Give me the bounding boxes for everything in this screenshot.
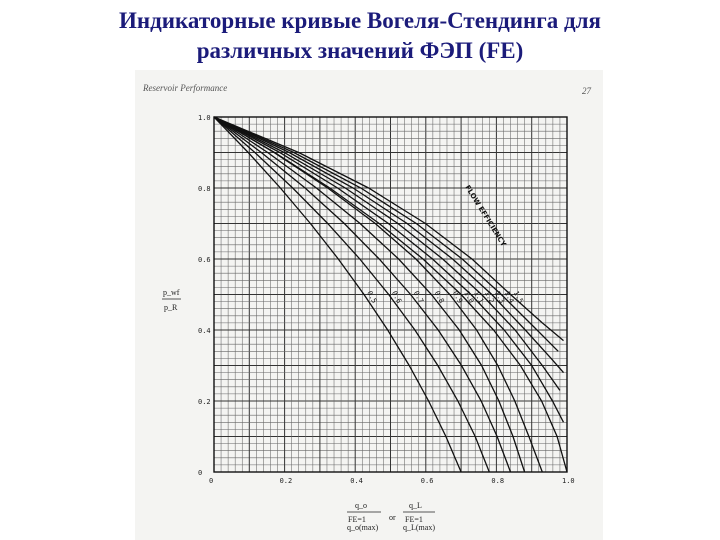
scanned-chart-page bbox=[135, 70, 603, 540]
slide-title-line2: различных значений ФЭП (FE) bbox=[196, 38, 524, 63]
x-tick-label: 0.6 bbox=[420, 477, 434, 485]
page-header-left: Reservoir Performance bbox=[143, 83, 228, 93]
curve-label-fe-0-5: 0.5 bbox=[365, 289, 379, 305]
x-axis-label bbox=[347, 501, 435, 532]
curve-label-fe-1-5: 1.5 bbox=[511, 289, 525, 305]
curve-label-fe-1-3: 1.3 bbox=[493, 289, 507, 305]
y-axis-label-denominator: p_R bbox=[164, 303, 178, 312]
x-axis-label-fe-right: FE=1 bbox=[405, 515, 423, 524]
y-axis-label bbox=[162, 288, 181, 312]
curve-label-fe-0-8: 0.8 bbox=[432, 289, 446, 305]
x-axis-label-fe-left: FE=1 bbox=[348, 515, 366, 524]
x-tick-label: 0.8 bbox=[491, 477, 505, 485]
x-axis-label-right-denominator: q_L(max) bbox=[403, 523, 435, 532]
curve-label-fe-1-4: 1.4 bbox=[502, 289, 516, 305]
slide-title bbox=[0, 6, 720, 66]
x-axis-label-left-numerator: q_o bbox=[355, 501, 367, 510]
y-tick-label: 0.8 bbox=[198, 185, 211, 193]
curve-label-fe-1-2: 1.2 bbox=[482, 289, 496, 305]
x-tick-label: 0.4 bbox=[350, 477, 363, 485]
curve-label-fe-0-7: 0.7 bbox=[411, 289, 425, 305]
x-tick-label: 0.2 bbox=[279, 477, 293, 485]
y-axis-label-numerator: p_wf bbox=[163, 288, 180, 297]
y-tick-label: 0.4 bbox=[198, 327, 211, 335]
page-number: 27 bbox=[582, 86, 591, 96]
slide-title-line1: Индикаторные кривые Вогеля-Стендинга для bbox=[118, 8, 601, 33]
y-tick-label: 0.2 bbox=[198, 398, 211, 406]
y-tick-label: 1.0 bbox=[198, 114, 211, 122]
curve-labels bbox=[365, 290, 525, 305]
curve-label-fe-1-1: 1.1 bbox=[472, 289, 486, 305]
y-tick-label: 0.6 bbox=[198, 256, 211, 264]
x-axis-label-left-denominator: q_o(max) bbox=[347, 523, 379, 532]
curve-label-fe-1-0: 1.0 bbox=[462, 289, 476, 305]
x-tick-label: 1.0 bbox=[562, 477, 575, 485]
x-tick-label: 0 bbox=[209, 477, 214, 485]
flow-efficiency-annotation: FLOW EFFICIENCY bbox=[463, 183, 508, 248]
x-axis-label-or: or bbox=[389, 513, 396, 522]
y-tick-label: 0 bbox=[198, 469, 203, 477]
x-axis-label-right-numerator: q_L bbox=[409, 501, 422, 510]
curve-label-fe-0-9: 0.9 bbox=[451, 289, 465, 305]
vogel-standing-ipr-chart bbox=[135, 70, 603, 540]
ipr-curve-fe-1-5 bbox=[214, 117, 564, 341]
curve-label-fe-0-6: 0.6 bbox=[389, 289, 403, 305]
